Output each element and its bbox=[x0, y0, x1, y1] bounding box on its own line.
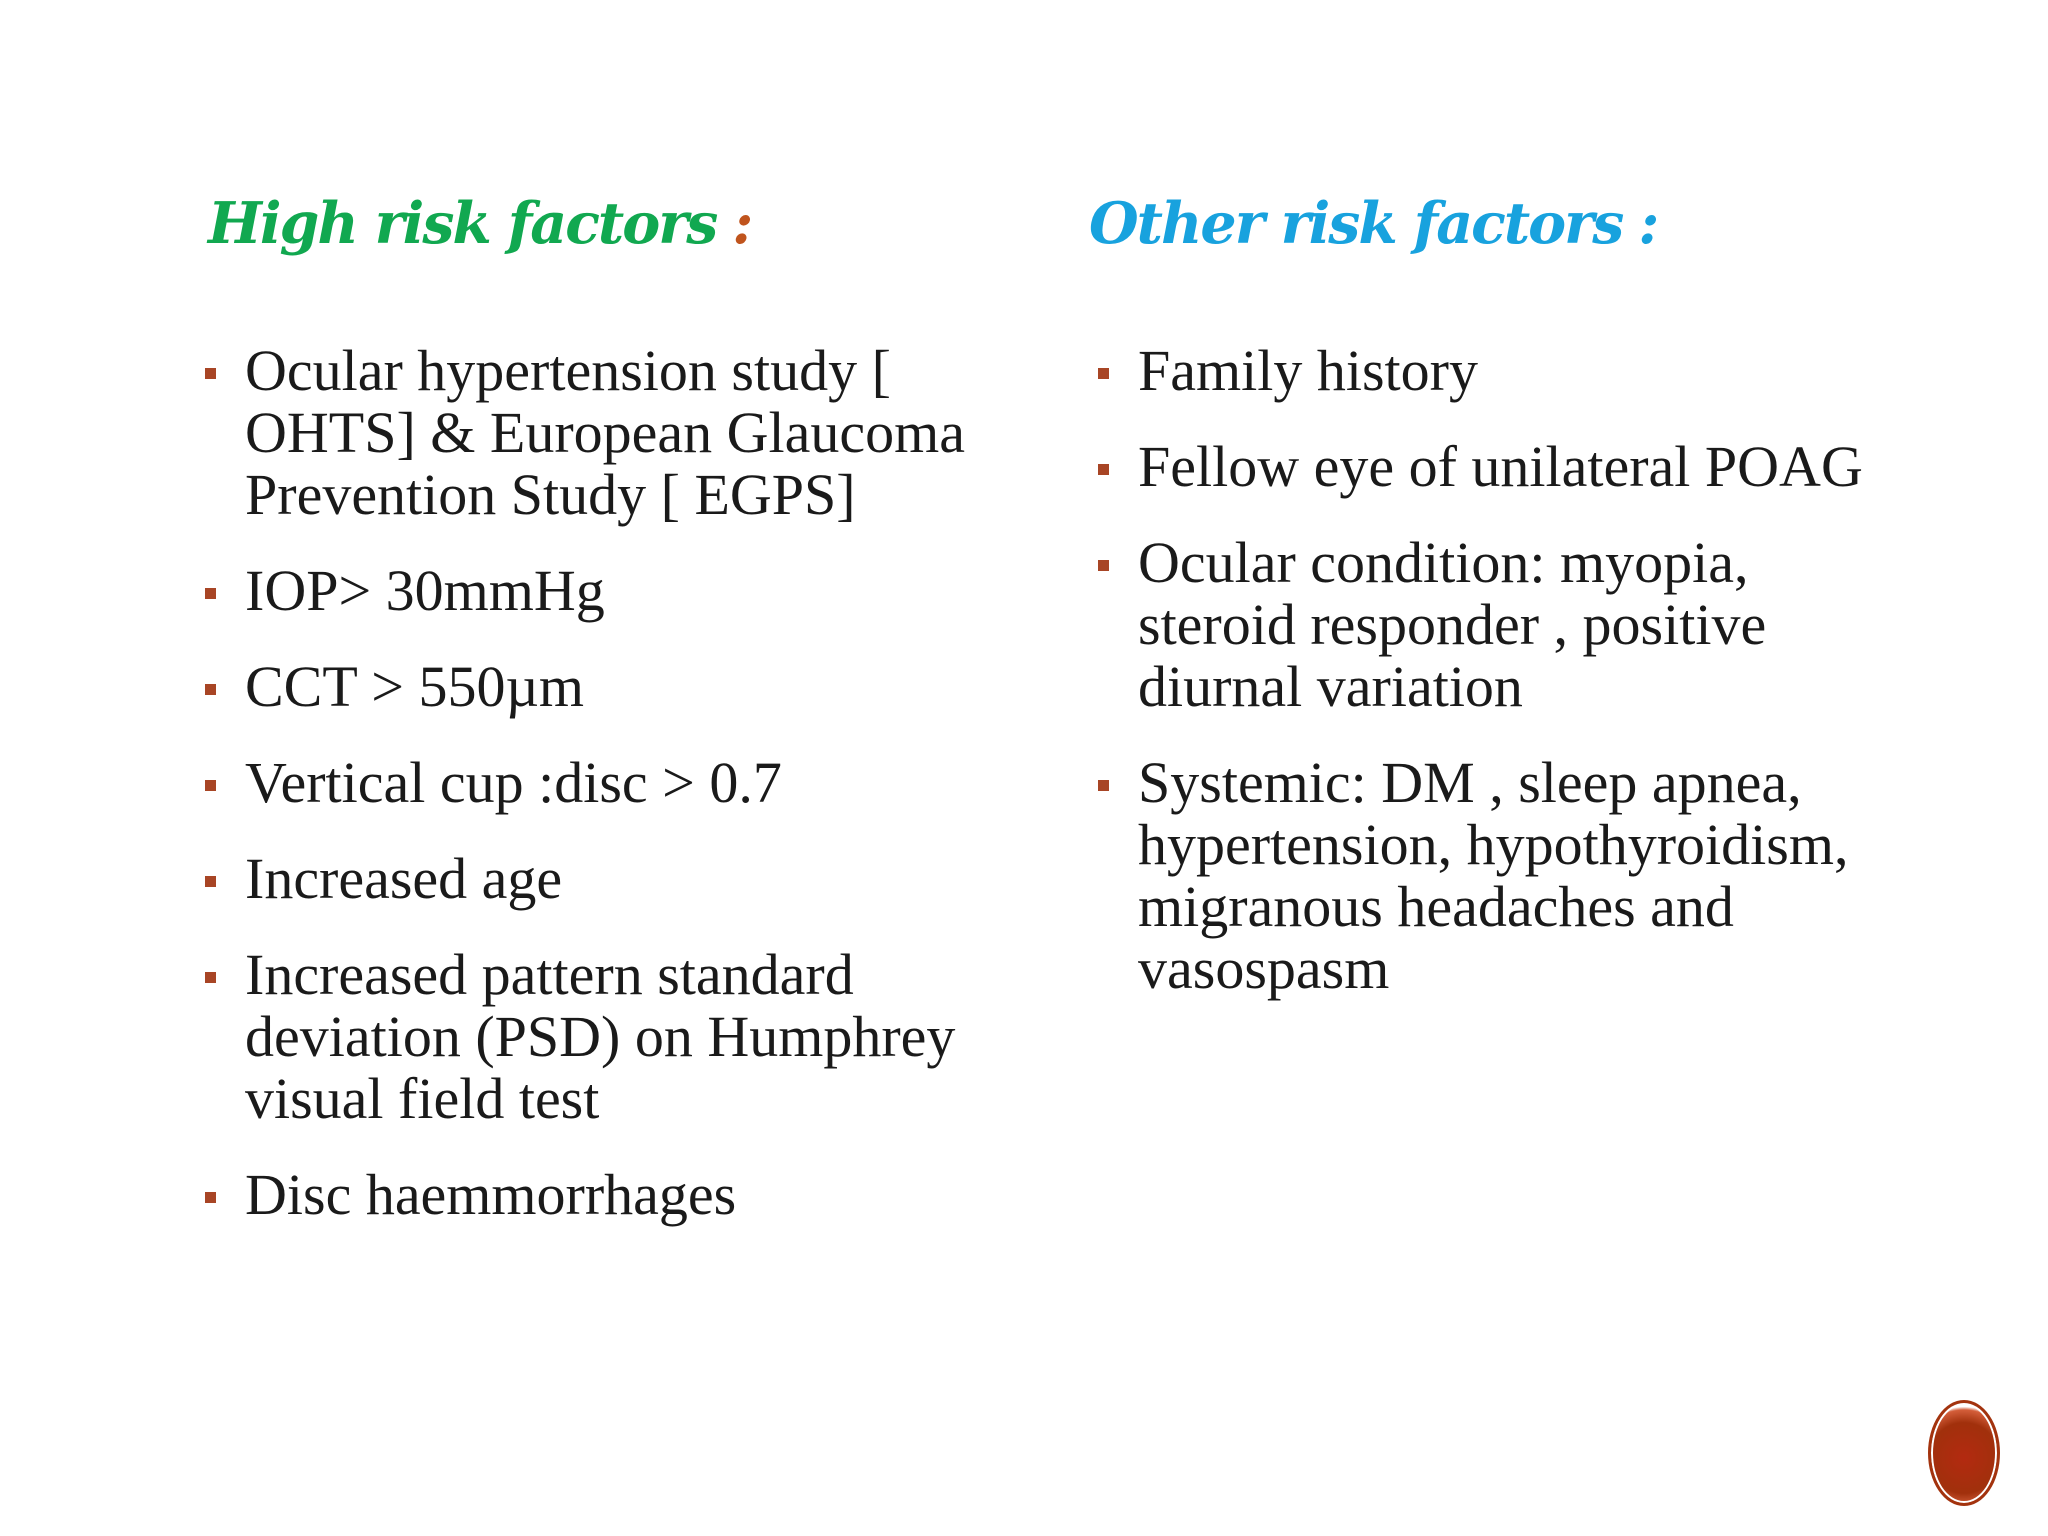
list-item-text: CCT > 550µm bbox=[245, 654, 584, 719]
other-risk-heading-colon: : bbox=[1638, 190, 1658, 257]
list-item-text: Family history bbox=[1138, 338, 1478, 403]
list-item-text: Vertical cup :disc > 0.7 bbox=[245, 750, 782, 815]
list-item bbox=[1098, 532, 1898, 718]
bullet-icon bbox=[1098, 368, 1109, 379]
high-risk-heading-text: High risk factors bbox=[208, 190, 717, 257]
list-item bbox=[1098, 752, 1898, 1000]
bullet-icon bbox=[1098, 464, 1109, 475]
list-item-text: Disc haemmorrhages bbox=[245, 1162, 737, 1227]
list-item-text: Increased pattern standard deviation (PSD) on Humphrey visual field test bbox=[245, 942, 956, 1131]
list-item bbox=[205, 560, 965, 622]
list-item-text: IOP> 30mmHg bbox=[245, 558, 605, 623]
list-item bbox=[1098, 340, 1898, 402]
bullet-icon bbox=[205, 1192, 216, 1203]
list-item-text: Ocular condition: myopia, steroid responder , positive diurnal variation bbox=[1138, 530, 1767, 719]
bullet-icon bbox=[205, 368, 216, 379]
bullet-icon bbox=[205, 684, 216, 695]
other-risk-heading bbox=[1089, 190, 1657, 257]
other-risk-heading-text: Other risk factors bbox=[1089, 190, 1623, 257]
bullet-icon bbox=[205, 972, 216, 983]
list-item-text: Increased age bbox=[245, 846, 563, 911]
list-item bbox=[205, 848, 965, 910]
list-item bbox=[1098, 436, 1898, 498]
list-item bbox=[205, 340, 965, 526]
list-item-text: Systemic: DM , sleep apnea, hypertension, hypothyroidism, migranous headaches and vasospasm bbox=[1138, 750, 1849, 1001]
bullet-icon bbox=[205, 780, 216, 791]
bullet-icon bbox=[205, 588, 216, 599]
other-risk-list bbox=[1098, 340, 1898, 1034]
bullet-icon bbox=[1098, 780, 1109, 791]
list-item bbox=[205, 944, 965, 1130]
list-item bbox=[205, 656, 965, 718]
list-item bbox=[205, 1164, 965, 1226]
bullet-icon bbox=[205, 876, 216, 887]
bullet-icon bbox=[1098, 560, 1109, 571]
list-item bbox=[205, 752, 965, 814]
high-risk-list bbox=[205, 340, 965, 1260]
high-risk-heading-colon: : bbox=[732, 190, 752, 257]
list-item-text: Fellow eye of unilateral POAG bbox=[1138, 434, 1863, 499]
high-risk-heading bbox=[208, 190, 751, 257]
list-item-text: Ocular hypertension study [ OHTS] & European Glaucoma Prevention Study [ EGPS] bbox=[245, 338, 965, 527]
slide-number-badge-icon bbox=[1928, 1400, 2000, 1506]
